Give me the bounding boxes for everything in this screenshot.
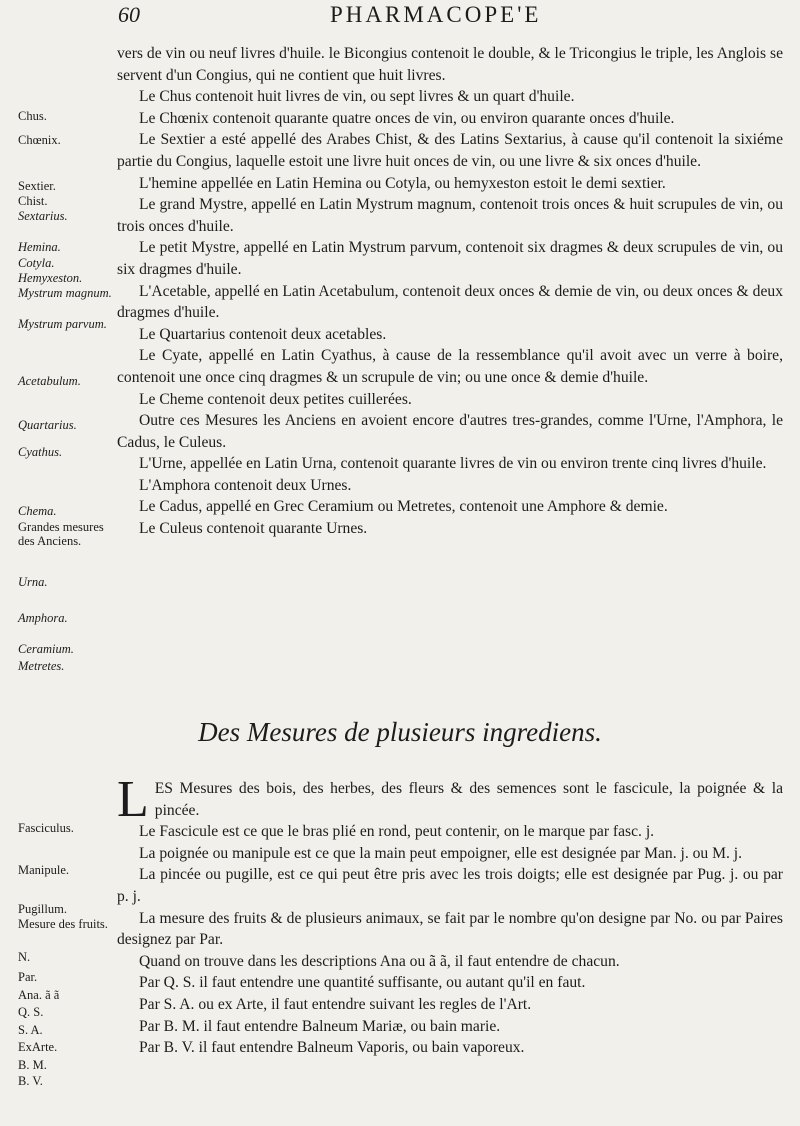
margin-note: Metretes. (18, 659, 65, 673)
paragraph: Outre ces Mesures les Anciens en avoient encore d'autres tres-grandes, comme l'Urne, l'Amphora, le Cadus, le Culeus. (117, 412, 783, 451)
section-title: Des Mesures de plusieurs ingrediens. (198, 717, 602, 747)
margin-note: Amphora. (18, 611, 68, 625)
margin-note: Chist. (18, 194, 48, 208)
first-paragraph-text: ES Mesures des bois, des herbes, des fleurs & des semences sont le fascicule, la poignée & la pincée. (154, 780, 783, 819)
paragraph: Le Quartarius contenoit deux acetables. (139, 325, 387, 343)
paragraph: L'Acetable, appellé en Latin Acetabulum, contenoit deux onces & demie de vin, ou deux onces & deux dragmes d'huile. (117, 282, 783, 322)
paragraph: Le Cyate, appellé en Latin Cyathus, à cause de la ressemblance qu'il avoit avec un verre à boire, contenoit une once cinq dragmes & un scrupule de vin; ou une once & demie d'huile. (117, 347, 783, 386)
margin-note: Pugillum. (18, 902, 67, 916)
paragraph: Le grand Mystre, appellé en Latin Mystrum magnum, contenoit trois onces & huit scrupules de vin, ou trois onces d'huile. (117, 196, 783, 235)
paragraph: Le Cadus, appellé en Grec Ceramium ou Metretes, contenoit une Amphore & demie. (139, 498, 668, 516)
paragraph: Le Culeus contenoit quarante Urnes. (139, 520, 368, 538)
section-2-text (117, 771, 783, 1059)
margin-note: N. (18, 950, 31, 964)
margin-note: Cotyla. (18, 256, 55, 270)
margin-note: Hemyxeston. (18, 271, 83, 285)
paragraph: Le Cheme contenoit deux petites cuillerées. (139, 390, 412, 408)
paragraph: Par B. V. il faut entendre Balneum Vaporis, ou bain vaporeux. (139, 1039, 525, 1057)
paragraph: L'Urne, appellée en Latin Urna, contenoit quarante livres de vin ou environ trente cinq livres d'huile. (139, 455, 767, 473)
paragraph: Le Chus contenoit huit livres de vin, ou sept livres & un quart d'huile. (139, 88, 575, 106)
margin-note: Ceramium. (18, 642, 74, 656)
margin-note: Ana. ã ã (18, 988, 60, 1002)
page-number: 60 (118, 2, 140, 27)
margin-note: Fasciculus. (18, 821, 74, 835)
margin-note: Chœnix. (18, 133, 61, 147)
margin-note: Quartarius. (18, 418, 77, 432)
paragraph: Le Sextier a esté appellé des Arabes Chist, & des Latins Sextarius, à cause qu'il contenoit la sixiéme partie du Congius, laquelle estoit une livre huit onces de vin, ou une livre & six onces d'huile. (117, 131, 783, 170)
paragraph: vers de vin ou neuf livres d'huile. le Bicongius contenoit le double, & le Tricongius le triple, les Anglois se servent d'un Congius, qui ne contient que huit livres. (117, 45, 783, 84)
margin-note: B. M. (18, 1058, 47, 1072)
margin-note: Chema. (18, 504, 57, 518)
margin-note: B. V. (18, 1074, 43, 1088)
first-paragraph (117, 771, 783, 828)
margin-note: Par. (18, 970, 38, 984)
paragraph: Le petit Mystre, appellé en Latin Mystrum parvum, contenoit six dragmes & deux scrupules de vin, ou six dragmes d'huile. (117, 239, 783, 278)
paragraph: Le Chœnix contenoit quarante quatre onces de vin, ou environ quarante onces d'huile. (139, 109, 675, 127)
margin-note: Sextier. (18, 179, 56, 193)
margin-note: Mesure des fruits. (18, 917, 108, 931)
margin-note: Hemina. (18, 240, 61, 254)
margin-note: Manipule. (18, 863, 70, 877)
margin-note: Mystrum magnum. (18, 286, 112, 300)
drop-cap: L (117, 771, 149, 828)
margin-note: Mystrum parvum. (18, 317, 107, 331)
margin-note: Urna. (18, 575, 48, 589)
margin-note: Chus. (18, 109, 47, 123)
paragraph: Par Q. S. il faut entendre une quantité suffisante, ou autant qu'il en faut. (139, 974, 586, 992)
running-head: PHARMACOPE'E (330, 2, 542, 27)
paragraph: L'hemine appellée en Latin Hemina ou Cotyla, ou hemyxeston estoit le demi sextier. (139, 174, 666, 192)
margin-note: Grandes mesures des Anciens. (18, 520, 104, 548)
paragraph: Par B. M. il faut entendre Balneum Mariæ, ou bain marie. (139, 1017, 501, 1035)
paragraph: La mesure des fruits & de plusieurs animaux, se fait par le nombre qu'on designe par No. ou par Paires designez par Par. (117, 909, 783, 949)
margin-note: Sextarius. (18, 209, 68, 223)
margin-note: Acetabulum. (18, 374, 81, 388)
paragraph: Par S. A. ou ex Arte, il faut entendre suivant les regles de l'Art. (139, 995, 532, 1013)
margin-note: ExArte. (18, 1040, 58, 1054)
section-1-text (117, 43, 783, 540)
paragraph: Quand on trouve dans les descriptions Ana ou ã ã, il faut entendre de chacun. (139, 952, 620, 970)
margin-note: S. A. (18, 1023, 43, 1037)
paragraph: La poignée ou manipule est ce que la main peut empoigner, elle est designée par Man. j. ou M. j. (139, 844, 743, 862)
margin-note: Q. S. (18, 1005, 44, 1019)
paragraph: La pincée ou pugille, est ce qui peut être pris avec les trois doigts; elle est designée par Pug. j. ou par p. j. (117, 866, 783, 905)
margin-note: Cyathus. (18, 445, 63, 459)
paragraph: L'Amphora contenoit deux Urnes. (139, 476, 352, 494)
paragraph: Le Fascicule est ce que le bras plié en rond, peut contenir, on le marque par fasc. j. (139, 823, 655, 841)
